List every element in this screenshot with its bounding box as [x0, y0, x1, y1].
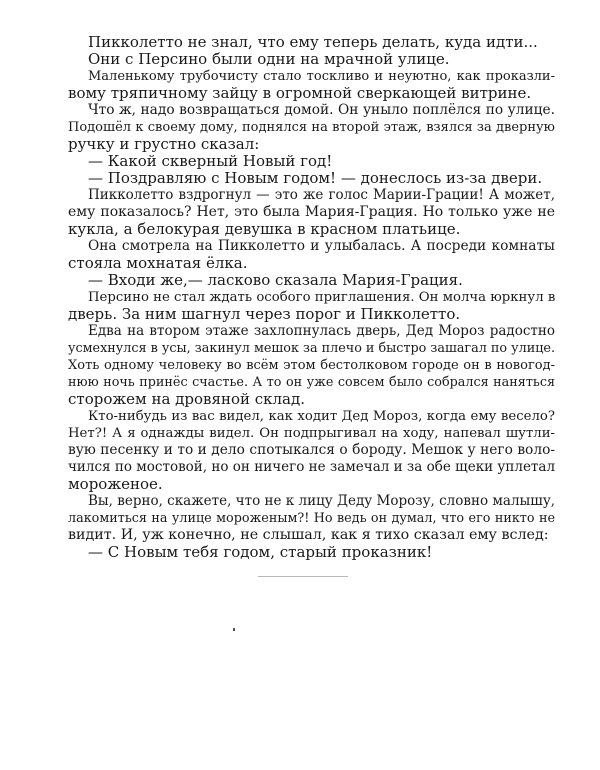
text-line: Кто-нибудь из вас видел, как ходит Дед Мороз, когда ему весело?: [88, 409, 555, 424]
paragraph: [68, 544, 555, 561]
paragraph: [68, 272, 555, 289]
text-line: Пикколетто не знал, что ему теперь делать, куда идти...: [88, 33, 538, 51]
text-line: Нет?! А я однажды видел. Он подпрыгивал на ходу, напевал шутли-: [68, 426, 555, 441]
text-line: вому тряпичному зайцу в огромной сверкающей витрине.: [68, 84, 532, 102]
paragraph: [68, 187, 555, 238]
text-line: стояла мохнатая ёлка.: [68, 254, 248, 272]
text-line: — Входи же,— ласково сказала Мария-Грация.: [88, 271, 463, 289]
text-line: вую песенку и то и дело спотыкался о бороду. Мешок у него воло-: [68, 442, 555, 458]
text-line: Персино не стал ждать особого приглашения. Он молча юркнул в: [88, 290, 556, 305]
text-line: Вы, верно, скажете, что не к лицу Деду Морозу, словно малышу,: [88, 493, 556, 509]
paragraph: [68, 102, 555, 153]
text-line: Они с Персино были одни на мрачной улице.: [88, 50, 450, 68]
text-line: Хоть одному человеку во всём этом бестолковом городе он в новогод-: [68, 358, 555, 373]
section-divider: [258, 576, 348, 577]
paragraph: [68, 323, 555, 408]
text-page: [68, 34, 555, 561]
text-line: дверь. За ним шагнул через порог и Пикколетто.: [68, 305, 461, 323]
print-speck: [233, 628, 235, 631]
text-line: — Поздравляю с Новым годом! — донеслось из-за двери.: [88, 169, 543, 187]
paragraph: [68, 51, 555, 68]
text-line: ручку и грустно сказал:: [68, 135, 260, 153]
text-line: чился по мостовой, но он ничего не замечал и за обе щеки уплетал: [68, 459, 556, 475]
paragraph: [68, 170, 555, 187]
text-line: видит. И, уж конечно, не слышал, как я тихо сказал ему вслед:: [68, 527, 549, 543]
text-line: ему показалось? Нет, это была Мария-Грация. Но только уже не: [68, 204, 555, 220]
text-line: — С Новым тебя годом, старый проказник!: [88, 543, 433, 561]
text-line: — Какой скверный Новый год!: [88, 152, 333, 170]
text-line: усмехнулся в усы, закинул мешок за плечо и быстро зашагал по улице.: [68, 341, 555, 356]
text-line: Пикколетто вздрогнул — это же голос Марии-Грации! А может,: [88, 187, 555, 203]
text-line: нюю ночь принёс счастье. А то он уже совсем было собрался наняться: [68, 375, 555, 390]
paragraph: [68, 408, 555, 493]
text-line: Маленькому трубочисту стало тоскливо и неуютно, как проказли-: [88, 69, 555, 84]
text-line: кукла, а белокурая девушка в красном платьице.: [68, 220, 461, 238]
paragraph: [68, 153, 555, 170]
text-line: сторожем на дровяной склад.: [68, 390, 306, 408]
paragraph: [68, 289, 555, 323]
text-line: Что ж, надо возвращаться домой. Он уныло поплёлся по улице.: [88, 102, 555, 118]
text-line: лакомиться на улице мороженым?! Но ведь он думал, что его никто не: [68, 511, 555, 526]
paragraph: [68, 68, 555, 102]
paragraph: [68, 238, 555, 272]
text-line: Едва на втором этаже захлопнулась дверь, Дед Мороз радостно: [88, 323, 555, 339]
paragraph: [68, 493, 555, 544]
text-line: Подошёл к своему дому, поднялся на второй этаж, взялся за дверную: [68, 120, 555, 135]
paragraph: [68, 34, 555, 51]
text-line: мороженое.: [68, 475, 163, 493]
text-line: Она смотрела на Пикколетто и улыбалась. А посреди комнаты: [88, 238, 555, 254]
